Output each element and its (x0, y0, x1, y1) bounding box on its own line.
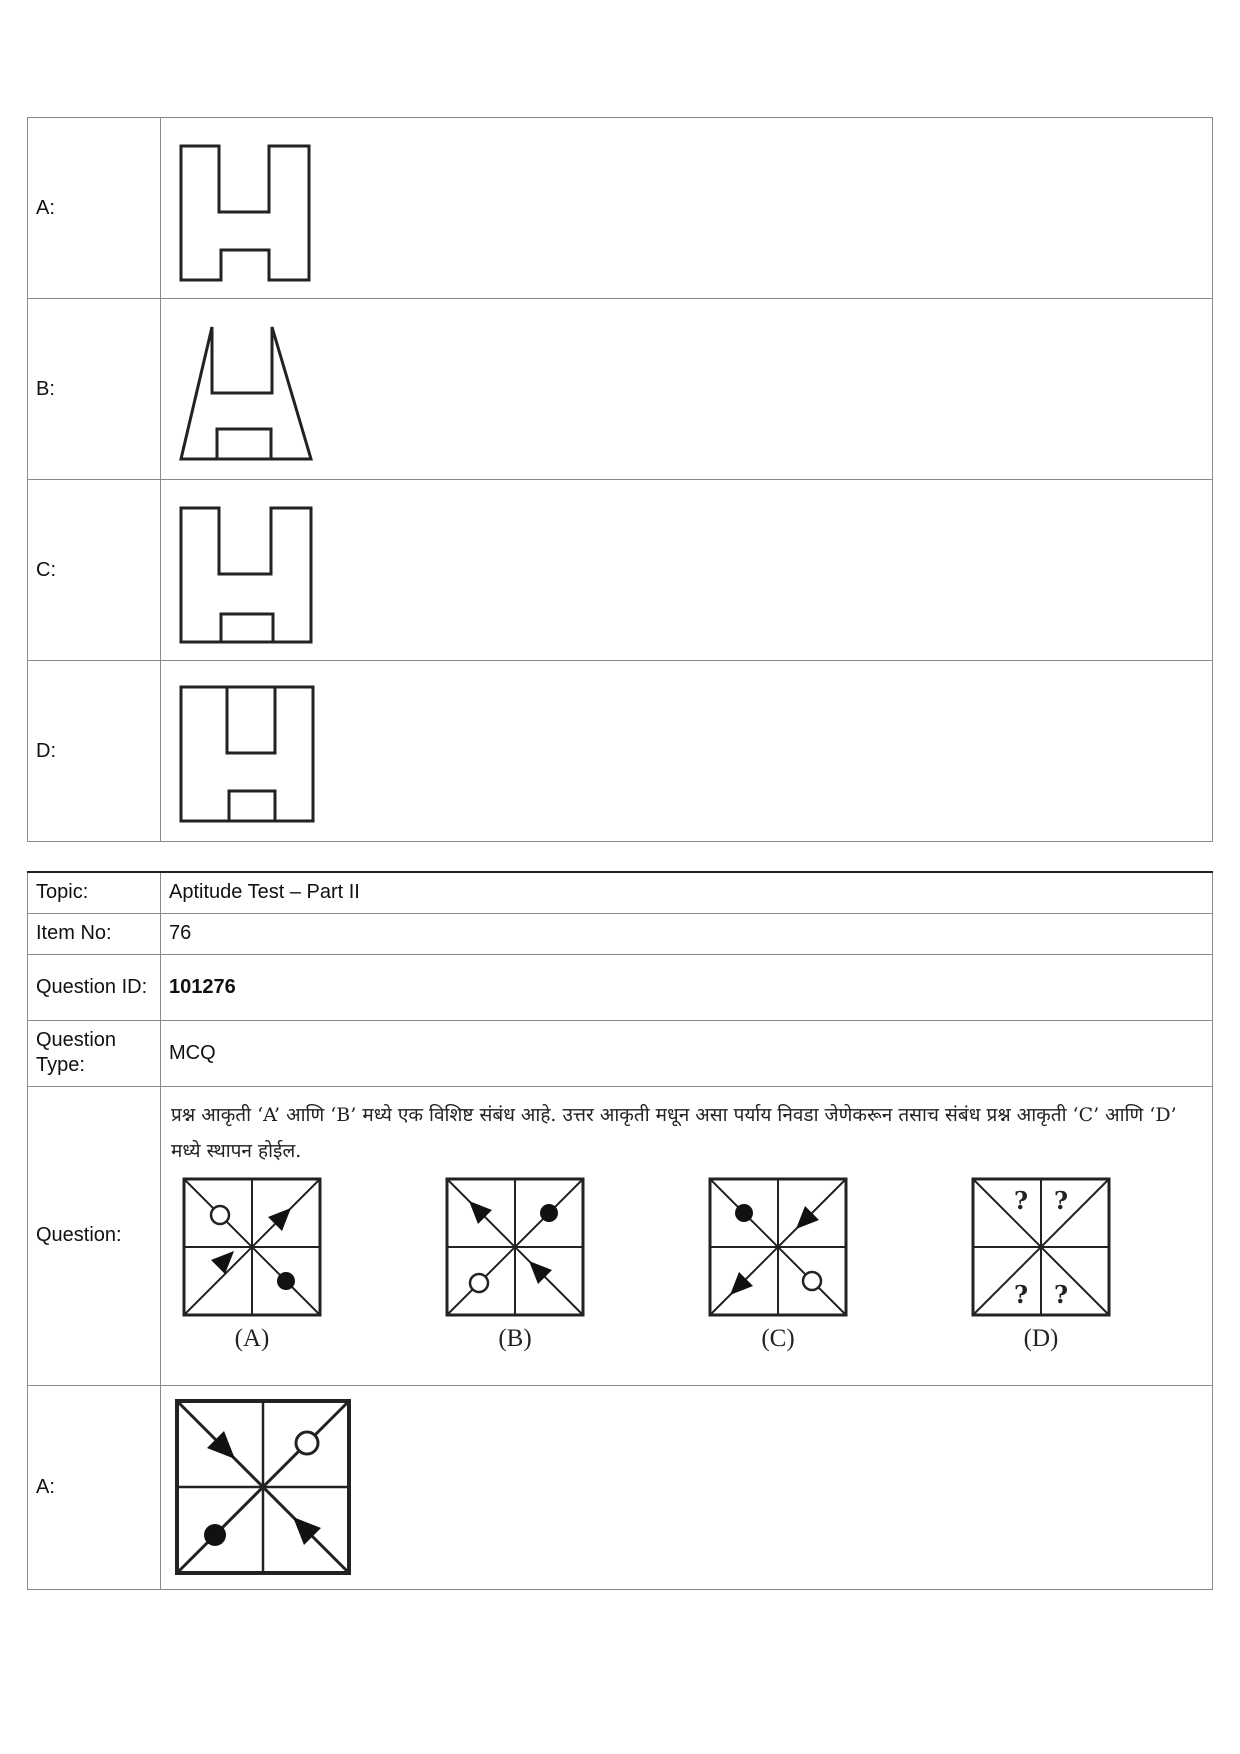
arrowhead-icon (211, 1251, 234, 1274)
question-figures (165, 1169, 1208, 1379)
question-mark: ? (1013, 1279, 1029, 1309)
figure-b-diagram (445, 1177, 585, 1317)
question-figure-a (177, 1177, 327, 1353)
answer-option-label: A: (28, 1385, 161, 1589)
answer-option-figure-cell (161, 1385, 1213, 1589)
hollow-circle-icon (296, 1432, 318, 1454)
item-value: 76 (161, 913, 1213, 954)
hollow-circle-icon (803, 1272, 821, 1290)
question-text: प्रश्न आकृती ‘A’ आणि ‘B’ मध्ये एक विशिष्ट संबंध आहे. उत्तर आकृती मधून असा पर्याय निवडा जेणेकरून तसाच संबंध प्रश्न आकृती ‘C’ आणि ‘D’ मध्ये स्थापन होईल. (171, 1103, 1177, 1162)
question-figure-c (703, 1177, 853, 1353)
answer-option-row-a (28, 1385, 1213, 1589)
figure-caption-c: (C) (761, 1324, 795, 1352)
option-row-b (28, 299, 1213, 480)
option-row-c (28, 480, 1213, 661)
hollow-circle-icon (211, 1206, 229, 1224)
option-row-a (28, 118, 1213, 299)
h-shape-figure-a (169, 128, 329, 288)
option-label: B: (28, 299, 161, 480)
question-id-value: 101276 (161, 954, 1213, 1020)
question-id-label: Question ID: (28, 954, 161, 1020)
option-figure-cell (161, 661, 1213, 842)
question-type-value: MCQ (161, 1020, 1213, 1086)
question-info-table (27, 871, 1213, 1590)
question-type-row (28, 1020, 1213, 1086)
question-figure-b (440, 1177, 590, 1353)
question-figure-d (966, 1177, 1116, 1353)
option-label: D: (28, 661, 161, 842)
question-label: Question: (28, 1086, 161, 1385)
question-id-row (28, 954, 1213, 1020)
h-shape-figure-d (169, 671, 329, 831)
filled-circle-icon (540, 1204, 558, 1222)
question-mark: ? (1053, 1185, 1069, 1215)
option-figure-cell (161, 299, 1213, 480)
figure-caption-d: (D) (1023, 1324, 1059, 1352)
hollow-circle-icon (470, 1274, 488, 1292)
question-mark: ? (1013, 1185, 1029, 1215)
item-row (28, 913, 1213, 954)
answer-figure-a (173, 1397, 353, 1577)
h-shape-figure-b (169, 309, 329, 469)
h-shape-figure-c (169, 490, 329, 650)
filled-circle-icon (735, 1204, 753, 1222)
option-label: A: (28, 118, 161, 299)
filled-circle-icon (277, 1272, 295, 1290)
previous-question-options-table (27, 117, 1213, 842)
option-figure-cell (161, 480, 1213, 661)
topic-row (28, 872, 1213, 913)
filled-circle-icon (204, 1524, 226, 1546)
option-row-d (28, 661, 1213, 842)
item-label: Item No: (28, 913, 161, 954)
figure-caption-a: (A) (234, 1324, 270, 1352)
figure-a-diagram (182, 1177, 322, 1317)
question-content (161, 1086, 1213, 1385)
figure-d-diagram (971, 1177, 1111, 1317)
topic-value: Aptitude Test – Part II (161, 872, 1213, 913)
question-type-label: Question Type: (28, 1020, 161, 1086)
topic-label: Topic: (28, 872, 161, 913)
question-row (28, 1086, 1213, 1385)
option-label: C: (28, 480, 161, 661)
question-mark: ? (1053, 1279, 1069, 1309)
figure-caption-b: (B) (498, 1324, 532, 1352)
option-figure-cell (161, 118, 1213, 299)
figure-c-diagram (708, 1177, 848, 1317)
